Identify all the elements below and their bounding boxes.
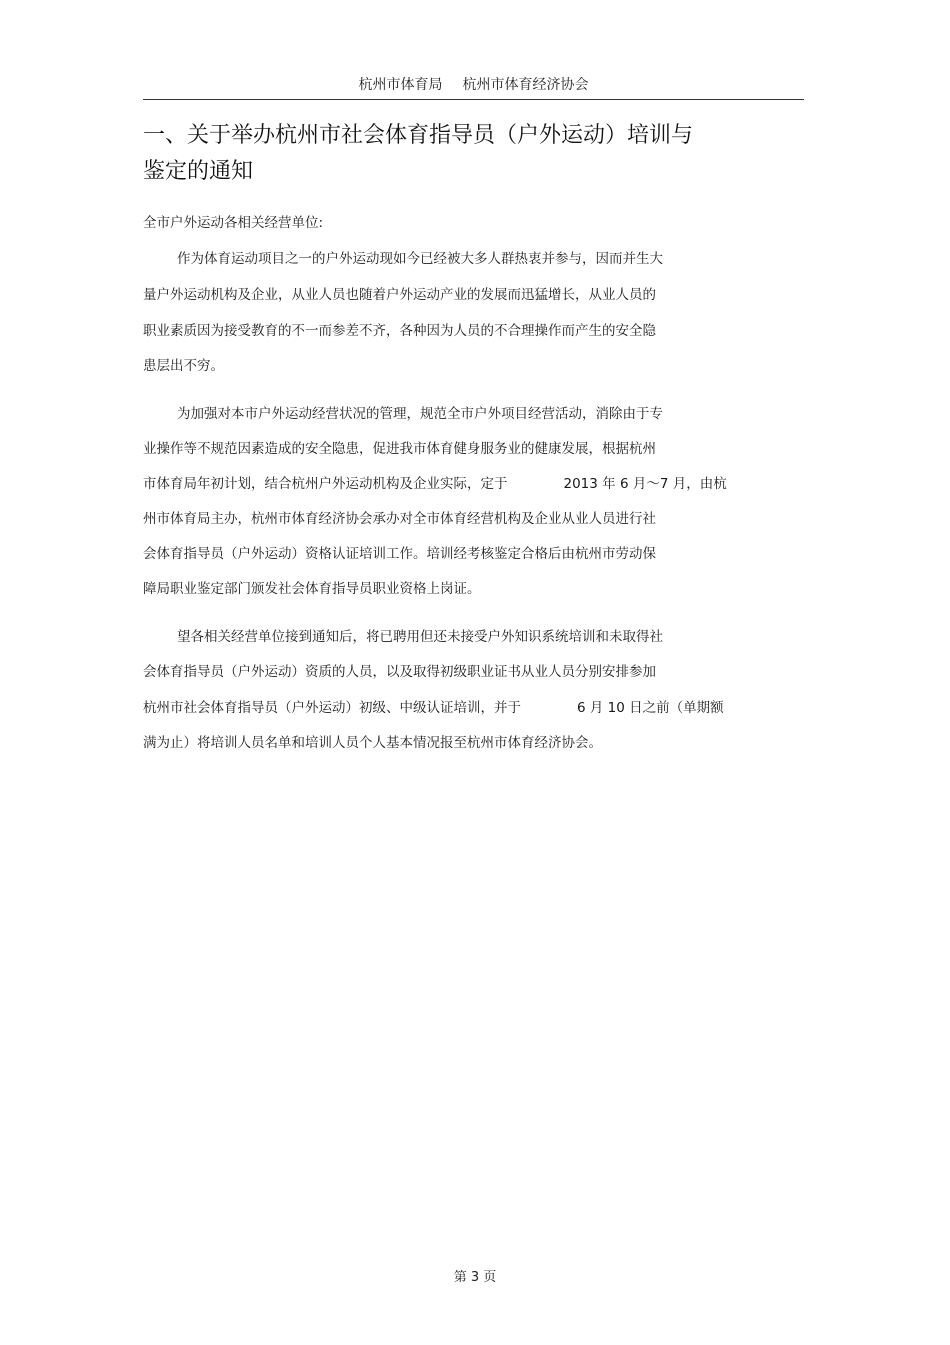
paragraph-1-line: 职业素质因为接受教育的不一而参差不齐，各种因为人员的不合理操作而产生的安全隐 — [143, 323, 656, 339]
paragraph-2-line: 会体育指导员（户外运动）资格认证培训工作。培训经考核鉴定合格后由杭州市劳动保 — [143, 546, 656, 562]
title-line-1: 一、关于举办杭州市社会体育指导员（户外运动）培训与 — [143, 123, 694, 148]
paragraph-2-line — [143, 472, 727, 492]
paragraph-2-line: 障局职业鉴定部门颁发社会体育指导员职业资格上岗证。 — [143, 581, 481, 597]
salutation: 全市户外运动各相关经营单位: — [143, 215, 324, 231]
paragraph-3-line: 会体育指导员（户外运动）资质的人员，以及取得初级职业证书从业人员分别安排参加 — [143, 664, 656, 680]
paragraph-3-line: 望各相关经营单位接到通知后，将已聘用但还未接受户外知识系统培训和未取得社 — [177, 629, 663, 645]
document-title — [143, 118, 743, 190]
training-period: 2013 年 6 月～7 月，由杭 — [563, 476, 727, 492]
page-header — [143, 74, 804, 94]
header-org-sports-bureau: 杭州市体育局 — [358, 77, 443, 93]
paragraph-3-line: 满为止）将培训人员名单和培训人员个人基本情况报至杭州市体育经济协会。 — [143, 735, 602, 751]
paragraph-2-line: 业操作等不规范因素造成的安全隐患，促进我市体育健身服务业的健康发展，根据杭州 — [143, 441, 656, 457]
paragraph-2-line: 州市体育局主办，杭州市体育经济协会承办对全市体育经营机构及企业从业人员进行社 — [143, 511, 656, 527]
header-org-sports-economy-association: 杭州市体育经济协会 — [462, 77, 589, 93]
paragraph-3-line-start: 杭州市社会体育指导员（户外运动）初级、中级认证培训，并于 — [143, 700, 521, 716]
paragraph-2-line: 为加强对本市户外运动经营状况的管理，规范全市户外项目经营活动，消除由于专 — [177, 406, 663, 422]
paragraph-2-line-start: 市体育局年初计划，结合杭州户外运动机构及企业实际，定于 — [143, 476, 508, 492]
title-line-2: 鉴定的通知 — [143, 159, 254, 184]
paragraph-3-line — [143, 696, 724, 716]
page-number: 第 3 页 — [453, 1270, 497, 1285]
header-divider — [143, 99, 804, 100]
paragraph-1-line: 量户外运动机构及企业，从业人员也随着户外运动产业的发展而迅猛增长，从业人员的 — [143, 287, 656, 303]
submission-deadline: 6 月 10 日之前（单期额 — [577, 700, 724, 716]
paragraph-1-line: 患层出不穷。 — [143, 358, 224, 374]
paragraph-1-line: 作为体育运动项目之一的户外运动现如今已经被大多人群热衷并参与，因而并生大 — [177, 251, 663, 267]
